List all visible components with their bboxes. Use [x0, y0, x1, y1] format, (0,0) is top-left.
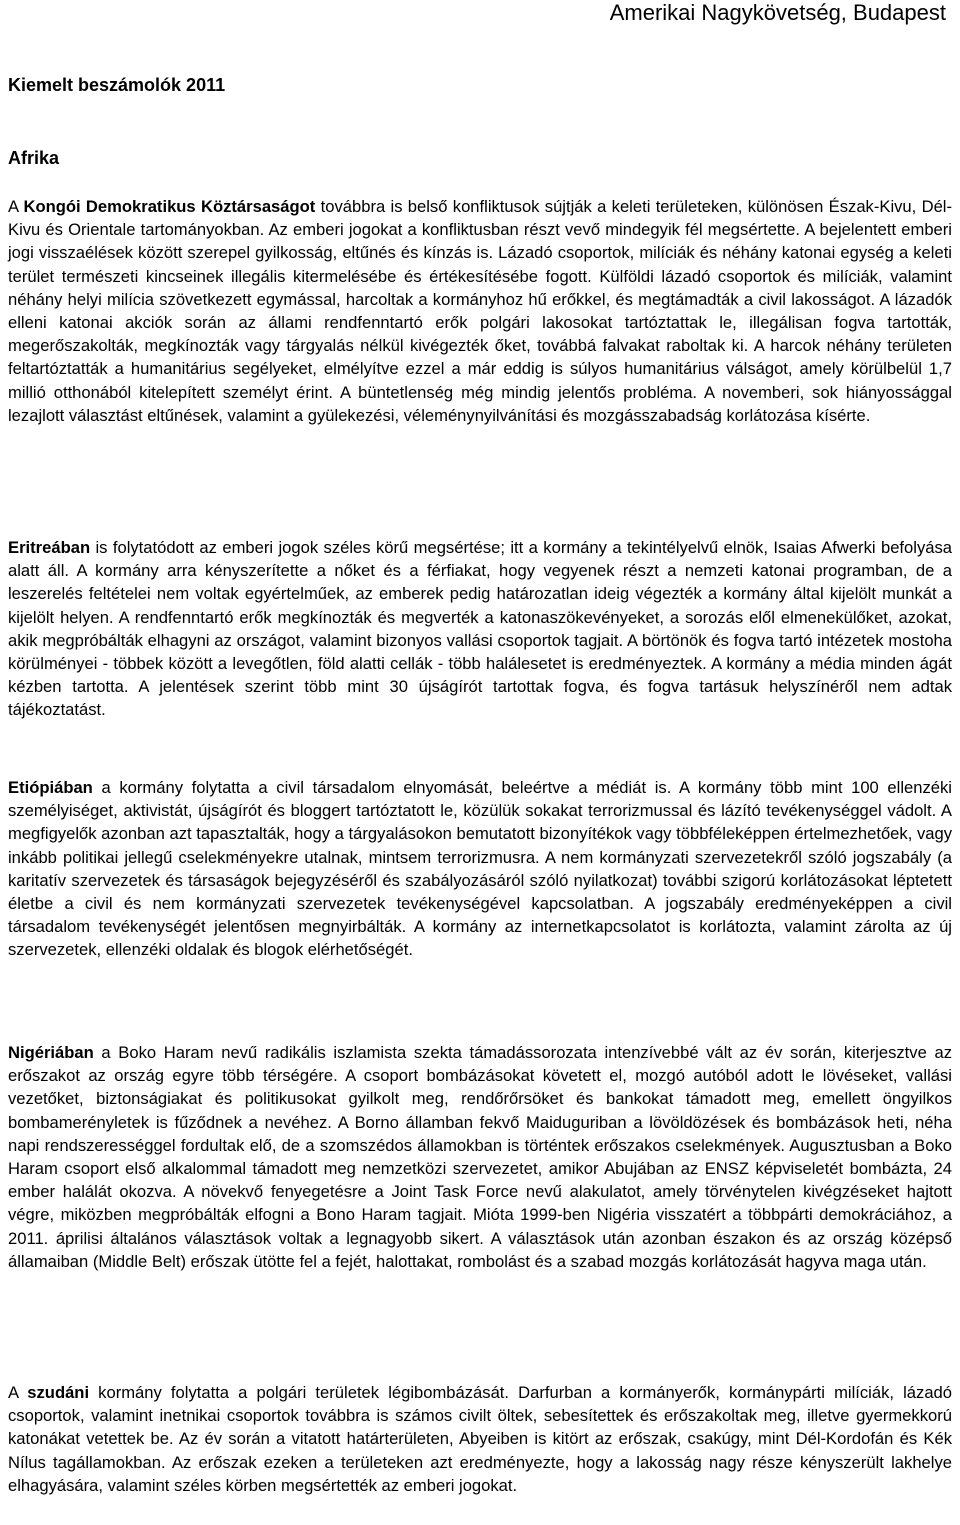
- paragraph-body: a Boko Haram nevű radikális iszlamista szekta támadássorozata intenzívebbé vált az év során, kiterjesztve az erőszakot az ország egyre több térségére. A csoport bombázásokat követett el, mozgó autóból adott le lövéseket, vallási vezetőket, biztonságiakat és politikusokat gyilkolt meg, rendőrőrsöket és bankokat támadott meg, emellett öngyilkos bombamerényletek is fűződnek a nevéhez. A Borno államban fekvő Maiduguriban a lövöldözések és bombázások heti, néha napi rendszerességgel fordultak elő, de a szomszédos államokban is történtek erőszakos cselekmények. Augusztusban a Boko Haram csoport első alkalommal támadott meg nemzetközi szervezetet, amikor Abujában az ENSZ képviseletét bombázta, 24 ember halálát okozva. A növekvő fenyegetésre a Joint Task Force nevű alakulatot, amely törvénytelen kivégzéseket hajtott végre, miközben megpróbálták elfogni a Bono Haram tagjait. Mióta 1999-ben Nigéria visszatért a többpárti demokráciához, a 2011. áprilisi általános választások voltak a legnagyobb sikert. A választások után azonban északon és az ország középső államaiban (Middle Belt) erőszak ütötte fel a fejét, halottakat, rombolást és a szabad mozgás korlátozását hagyva maga után.: [8, 1043, 952, 1271]
- country-name-nigeria: Nigériában: [8, 1043, 94, 1062]
- paragraph-lead: A: [8, 1383, 28, 1402]
- paragraph-ethiopia: [8, 776, 952, 962]
- paragraph-body: továbbra is belső konfliktusok sújtják a keleti területeken, különösen Észak-Kivu, Dél-Kivu és Orientale tartományokban. Az emberi jogokat a konfliktusban részt vevő mindegyik fél megsértette. A bejelentett emberi jogi visszaélések között szerepel gyilkosság, eltűnés és kínzás is. Lázadó csoportok, milíciák és néhány katonai egység a keleti terület természeti kincseinek illegális kitermelésébe és értékesítésébe fogott. Külföldi lázadó csoportok és milíciák, valamint néhány helyi milícia szövetkezett egymással, harcoltak a kormányhoz hű erőkkel, és megtámadták a civil lakosságot. A lázadók elleni katonai akciók során az állami rendfenntartó erők polgári lakosokat tartóztattak le, illegálisan fogva tartották, megerőszakolták, megkínozták vagy tárgyalás nélkül kivégezték őket, továbbá falvakat raboltak ki. A harcok néhány területen feltartóztatták a humanitárius segélyeket, elmélyítve ezzel a már eddig is súlyos humanitárius válságot, amely körülbelül 1,7 millió otthonából kitelepített személyt érint. A büntetlenség még mindig jelentős probléma. A novemberi, sok hiányossággal lezajlott választást eltűnések, valamint a gyülekezési, véleménynyilvánítási és mozgásszabadság korlátozása kísérte.: [8, 197, 953, 425]
- paragraph-body: a kormány folytatta a civil társadalom elnyomását, beleértve a médiát is. A kormány több mint 100 ellenzéki személyiséget, aktivistát, újságírót és bloggert tartóztatott le, közülük sokakat terrorizmussal és lázító tevékenységgel vádolt. A megfigyelők azonban azt tapasztalták, hogy a tárgyalásokon bemutatott bizonyítékok vagy többféleképpen értelmezhetőek, vagy inkább politikai jellegű cselekményekre utalnak, mintsem terrorizmusra. A nem kormányzati szervezetekről szóló jogszabály (a karitatív szervezetek és társaságok bejegyzéséről és szabályozásáról szóló nyilatkozat) további szigorú korlátozásokat léptetett életbe a civil és nem kormányzati szervezetek tevékenységével kapcsolatban. A jogszabály eredményeképpen a civil társadalom tevékenységét jelentősen megnyirbálták. A kormány az internetkapcsolatot is korlátozta, valamint zárolta az új szervezetek, ellenzéki oldalak és blogok elérhetőségét.: [8, 778, 952, 960]
- country-name-eritrea: Eritreában: [8, 538, 91, 557]
- document-title: Kiemelt beszámolók 2011: [8, 75, 226, 95]
- section-heading-africa: Afrika: [8, 148, 60, 168]
- paragraph-body: is folytatódott az emberi jogok széles körű megsértése; itt a kormány a tekintélyelvű elnök, Isaias Afwerki befolyása alatt áll. A kormány arra kényszerítette a nőket és a férfiakat, hogy vegyenek részt a nemzeti katonai programban, de a leszerelés feltételei nem voltak egyértelműek, az emberek pedig határozatlan ideig végezték a kormány által kijelölt munkát a kijelölt helyen. A rendfenntartó erők megkínozták és megverték a katonaszökevényeket, a sorozás elől elmenekülőket, azokat, akik megpróbálták elhagyni az országot, valamint bizonyos vallási csoportok tagjait. A börtönök és fogva tartó intézetek mostoha körülményei - többek között a levegőtlen, föld alatti cellák - több halálesetet is eredményeztek. A kormány a média minden ágát kézben tartotta. A jelentések szerint több mint 30 újságírót tartottak fogva, és fogva tartásuk helyszínéről nem adtak tájékoztatást.: [8, 538, 952, 720]
- country-name-sudan: szudáni: [27, 1383, 90, 1402]
- paragraph-sudan: [8, 1381, 952, 1497]
- paragraph-eritrea: [8, 536, 952, 722]
- paragraph-congo: [8, 195, 952, 427]
- embassy-header: Amerikai Nagykövetség, Budapest: [609, 0, 946, 25]
- country-name-congo: Kongói Demokratikus Köztársaságot: [23, 197, 316, 216]
- country-name-ethiopia: Etiópiában: [8, 778, 93, 797]
- paragraph-body: kormány folytatta a polgári területek légibombázását. Darfurban a kormányerők, kormánypárti milíciák, lázadó csoportok, valamint inetnikai csoportok továbbra is számos civilt öltek, sebesítettek és erőszakoltak meg, illetve gyermekkorú katonákat vetettek be. Az év során a vitatott határterületen, Abyeiben is kitört az erőszak, csakúgy, mint Dél-Kordofán és Kék Nílus tagállamokban. Az erőszak ezeken a területeken azt eredményezte, hogy a lakosság nagy része kényszerült lakhelye elhagyására, valamint széles körben megsértették az emberi jogokat.: [8, 1383, 953, 1495]
- paragraph-lead: A: [8, 197, 24, 216]
- paragraph-nigeria: [8, 1041, 952, 1273]
